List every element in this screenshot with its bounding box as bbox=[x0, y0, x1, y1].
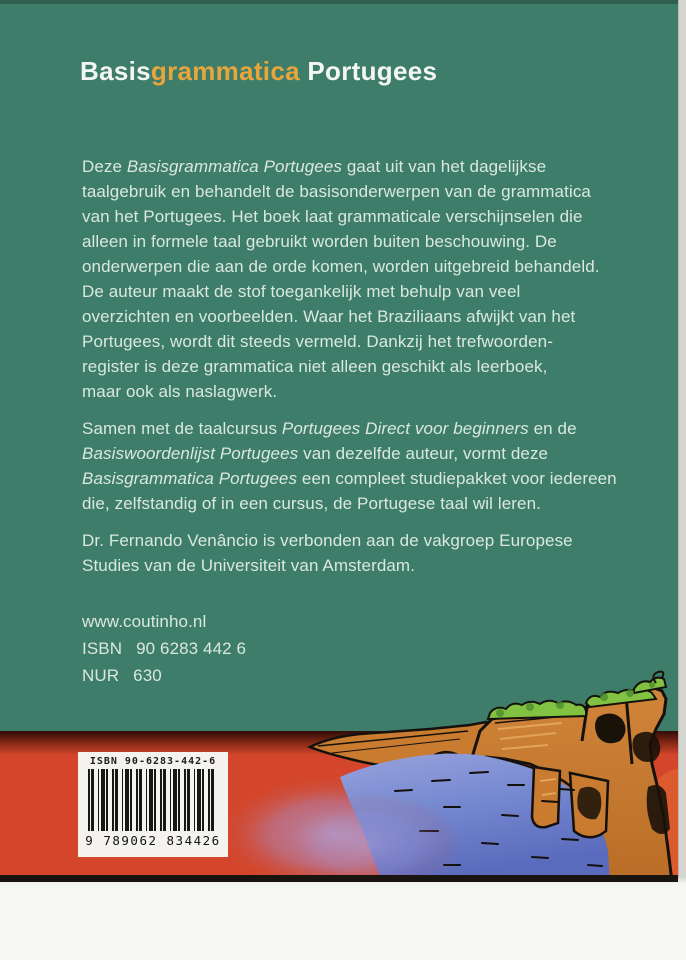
text-line: Portugees, wordt dit steeds vermeld. Dankzij het trefwoorden- bbox=[82, 332, 553, 351]
blurb-paragraph bbox=[82, 528, 630, 578]
text-line: van het Portugees. Het boek laat grammaticale verschijnselen die bbox=[82, 207, 583, 226]
text-line: Basiswoordenlijst Portugees van dezelfde auteur, vormt deze bbox=[82, 444, 549, 463]
book-title bbox=[80, 56, 437, 87]
publisher-meta bbox=[82, 608, 246, 689]
text-line: maar ook als naslagwerk. bbox=[82, 382, 278, 401]
text-line: Studies van de Universiteit van Amsterdam. bbox=[82, 556, 416, 575]
barcode bbox=[78, 752, 228, 857]
cover-bottom-edge bbox=[0, 875, 678, 882]
barcode-number: 9 789062 834426 bbox=[85, 833, 221, 848]
nur-line bbox=[82, 662, 246, 689]
text-line: overzichten en voorbeelden. Waar het Braziliaans afwijkt van het bbox=[82, 307, 576, 326]
title-part-basis: Basis bbox=[80, 56, 151, 86]
title-part-portugees: Portugees bbox=[299, 56, 438, 86]
title-part-grammatica: grammatica bbox=[150, 56, 300, 86]
isbn-line bbox=[82, 635, 246, 662]
blurb-paragraph bbox=[82, 416, 630, 516]
text-line: De auteur maakt de stof toegankelijk met behulp van veel bbox=[82, 282, 521, 301]
text-line: register is deze grammatica niet alleen geschikt als leerboek, bbox=[82, 357, 548, 376]
website-url: www.coutinho.nl bbox=[82, 612, 207, 631]
isbn-value: 90 6283 442 6 bbox=[136, 639, 247, 658]
nur-label: NUR bbox=[82, 666, 120, 685]
text-line: Basisgrammatica Portugees een compleet studiepakket voor iedereen bbox=[82, 469, 617, 488]
blurb-paragraph bbox=[82, 154, 630, 404]
isbn-label: ISBN bbox=[82, 639, 123, 658]
text-line: Dr. Fernando Venâncio is verbonden aan de vakgroep Europese bbox=[82, 531, 573, 550]
text-line: taalgebruik en behandelt de basisonderwerpen van de grammatica bbox=[82, 182, 591, 201]
text-line: die, zelfstandig of in een cursus, de Portugese taal wil leren. bbox=[82, 494, 541, 513]
text-line: onderwerpen die aan de orde komen, worden uitgebreid behandeld. bbox=[82, 257, 600, 276]
barcode-bars bbox=[88, 769, 218, 831]
text-line: alleen in formele taal gebruikt worden buiten beschouwing. De bbox=[82, 232, 557, 251]
book-blurb bbox=[82, 154, 630, 590]
barcode-isbn-text: ISBN 90-6283-442-6 bbox=[89, 756, 217, 767]
nur-value: 630 bbox=[133, 666, 162, 685]
book-page-edge-right bbox=[678, 0, 686, 878]
book-page-stack-bottom bbox=[0, 878, 686, 960]
text-line: Deze Basisgrammatica Portugees gaat uit van het dagelijkse bbox=[82, 157, 547, 176]
text-line: Samen met de taalcursus Portugees Direct voor beginners en de bbox=[82, 419, 577, 438]
